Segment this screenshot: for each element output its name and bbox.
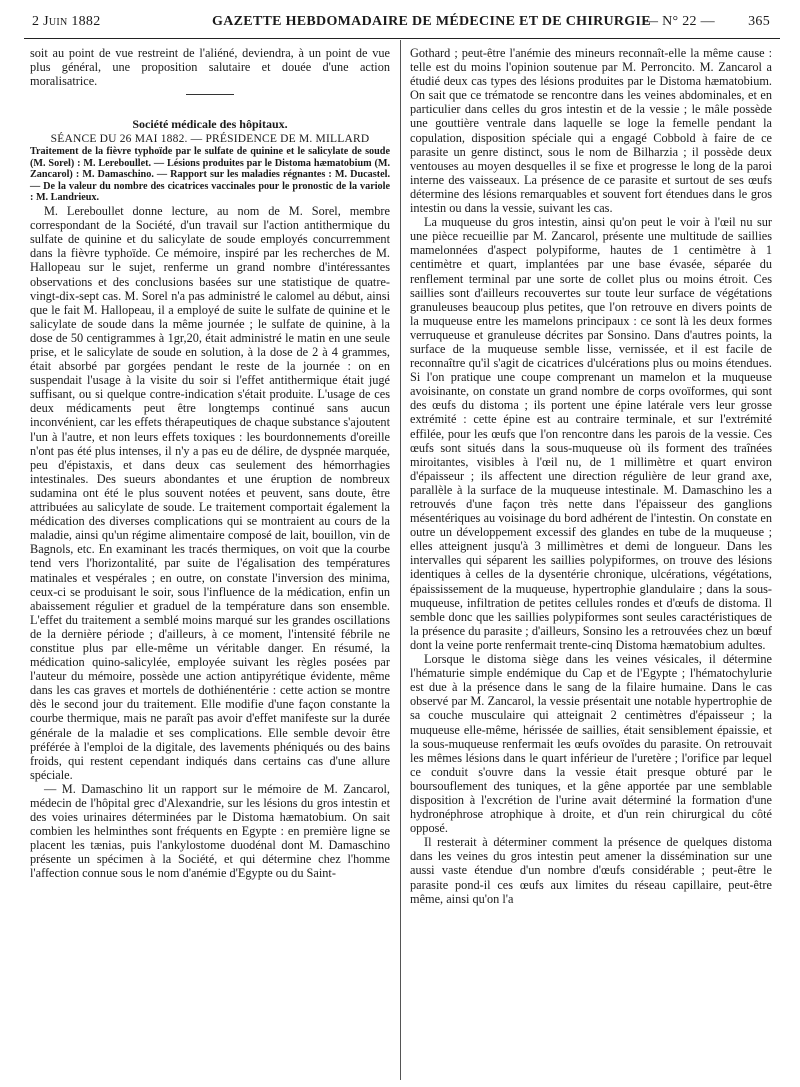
- issue-date: 2 Juin 1882: [32, 14, 101, 29]
- session-summary: Traitement de la fièvre typhoïde par le sulfate de quinine et le salicylate de soude (M. Sorel) : M. Lereboullet. — Lésions produites par le Distoma hæmatobium (M. Zancarol) : M. Damaschino. — Rapport sur les maladies régnantes : M. Ducastel. — De la valeur du nombre des cicatrices vaccinales pour le pronostic de la variole : M. Landrieux.: [30, 146, 390, 204]
- right-column: [410, 46, 772, 906]
- journal-title: GAZETTE HEBDOMADAIRE DE MÉDECINE ET DE CHIRURGIE: [212, 14, 651, 29]
- paragraph-damaschino: — M. Damaschino lit un rapport sur le mémoire de M. Zancarol, médecin de l'hôpital grec d'Alexandrie, sur les lésions du gros intestin et des voies urinaires déterminées par le Distoma hæmatobium. On sait combien les helminthes sont fréquents en Egypte : en première ligne se placent les tænias, puis l'ankylostome duodénal dont M. Damaschino présente un spécimen à la Société, et qui détermine chez l'homme l'affection connue sous le nom d'anémie d'Egypte ou du Saint-: [30, 781, 390, 881]
- issue-number: — N° 22 —: [644, 14, 715, 29]
- left-column: [30, 46, 390, 881]
- paragraph-continuation: Gothard ; peut-être l'anémie des mineurs reconnaît-elle la même cause : telle est du moins l'opinion soutenue par M. Perroncito. M. Zancarol a étudié deux cas types des lésions produites par le Distoma hæmatobium. On sait que ce trématode se rencontre dans les veines abdominales, et en particulier dans celles du gros intestin et de la vessie ; le mâle possède une gouttière ventrale dans laquelle se loge la femelle pendant la copulation, disposition spéciale qui a engagé Cobbold à faire de ce parasite un genre distinct, sous le nom de Bilharzia ; il possède deux ventouses au moyen desquelles il se fixe et progresse le long de la paroi interne des vaisseaux. La présence de ce parasite et surtout de ses œufs détermine des lésions remarquables et souvent fort étendues dans le gros intestin ou dans la vessie, suivant les cas.: [410, 46, 772, 216]
- paragraph-muqueuse: La muqueuse du gros intestin, ainsi qu'on peut le voir à l'œil nu sur une pièce recueillie par M. Zancarol, présente une multitude de saillies mamelonnées d'aspect polypiforme, hautes de 1 centimètre à 1 centimètre et quart, implantées par une base évasée, séparée du renflement terminal par une sorte de collet plus ou moins étroit. Ces saillies sont d'ailleurs recouvertes sur toute leur surface de végétations granuleuses beaucoup plus petites, que l'on retrouve en divers points de la muqueuse entre les mamelons principaux : ce sont là les deux formes verruqueuse et granuleuse décrites par Sonsino. Dans d'autres points, la surface de la muqueuse semble lisse, vernissée, et il est facile de reconnaître qu'il s'agit de cicatrices d'ulcérations plus ou moins étendues. Si l'on pratique une coupe comprenant un mamelon et la muqueuse avoisinante, on constate un grand nombre de corps ovoïformes, qui sont des œufs du distoma ; ils portent une épine latérale vers leur grosse extrémité : cette épine est au contraire terminale, et sur l'extrémité effilée, pour les œufs que l'on rencontre dans les parois de la vessie. Ces œufs sont situés dans la sous-muqueuse où ils forment des traînées miroitantes, visibles à l'œil nu, de 1 millimètre et quart environ d'épaisseur ; ils affectent une direction régulière de leur grand axe, parallèle à la surface de la muqueuse intestinale. M. Damaschino les a retrouvés d'une façon très nette dans l'épaisseur des ganglions mésentériques au voisinage du bord adhérent de l'intestin. On constate en outre un développement excessif des glandes en tube de la muqueuse ; elles atteignent jusqu'à 3 millimètres et demi de longueur. Dans les intervalles qui séparent les saillies polypiformes, on trouve des lésions identiques à celles de la dysentérie chronique, ulcérations, végétations, épaississement de la muqueuse, hypertrophie glandulaire ; dans la sous-muqueuse, infiltration de petites cellules rondes et d'œufs de distoma. Il semble donc que les saillies polypiformes sont seules caractéristiques de la présence du parasite ; d'ailleurs, Sonsino les a retrouvées chez un bœuf dont la veine porte renfermait trente-cinq Distoma hæmatobium adultes.: [410, 215, 772, 652]
- paragraph-conclusion: Il resterait à déterminer comment la présence de quelques distoma dans les veines du gros intestin peut amener la dissémination sur une aussi vaste étendue d'un nombre d'œufs considérable ; peut-être le parasite pond-il ces œufs aux limites du réseau capillaire, peut-être même, ainsi qu'on l'a: [410, 835, 772, 906]
- header-rule: [24, 38, 780, 39]
- paragraph-vessie: Lorsque le distoma siège dans les veines vésicales, il détermine l'hématurie simple endémique du Cap et de l'Egypte ; l'hématochylurie est due à la présence dans le sang de la filaire humaine. Dans le cas observé par M. Zancarol, la vessie présentait une notable hypertrophie de sa couche musculaire qui atteignait 2 centimètres d'épaisseur ; la muqueuse elle-même, hérissée de saillies, était sensiblement épaissie, et la sous-muqueuse renfermait les œufs ovoïdes du parasite. On retrouvait les mêmes lésions dans le quart inférieur de l'uretère ; l'orifice par lequel ce conduit s'ouvre dans la vessie était presque obturé par le boursouflement des tuniques, et la gêne apportée par une semblable disposition à l'excrétion de l'urine avait déterminé la formation d'une hydronéphrose atrophique à droite, et d'un rein chirurgical du côté opposé.: [410, 652, 772, 836]
- column-divider: [400, 40, 401, 1080]
- session-line: SÉANCE DU 26 MAI 1882. — PRÉSIDENCE DE M. MILLARD: [50, 132, 370, 145]
- section-rule: [186, 94, 234, 95]
- page-header: [24, 14, 776, 36]
- page-number: 365: [748, 14, 770, 29]
- paragraph-lereboullet: M. Lereboullet donne lecture, au nom de M. Sorel, membre correspondant de la Société, d'un travail sur l'action antithermique du sulfate de quinine et du salicylate de soude employés concurremment dans la fièvre typhoïde. Ce mémoire, inspiré par les recherches de M. Hallopeau sur le sujet, renferme un grand nombre d'intéressantes observations et des conclusions basées sur une statistique de quatre-vingt-dix-sept cas. M. Sorel n'a pas administré le calomel au début, ainsi que le fait M. Hallopeau, il a employé de suite le sulfate de quinine et le salicylate de soude dans la même journée ; le sulfate de quinine, à la dose de 50 centigrammes à 1gr,20, était administré le matin en une seule prise, et le salicylate de soude en solution, à la dose de 2 à 4 grammes, était absorbé par gorgées pendant le reste de la journée : on en suspendait l'usage à la visite du soir si l'effet antithermique était jugé suffisant, ou si quelque contre-indication s'était produite. L'usage de ces deux médicaments peut être longtemps continué sans aucun inconvénient, car les effets thérapeutiques de chaque substance s'ajoutent l'un à l'autre, et non leurs effets toxiques : les bourdonnements d'oreille n'ont pas été plus intenses, il n'y a pas eu de délire, de dyspnée marquée, peu d'épistaxis, et dans deux cas seulement des hémorrhagies intestinales. Des sueurs abondantes et une éruption de nombreux sudamina ont été le plus souvent notées et peuvent, sans doute, être attribuées au salicylate de soude. Le traitement comportait également la médication des diverses complications qui se montraient au cours de la maladie, ainsi qu'un régime alimentaire composé de lait, bouillon, vin de Bagnols, etc. En examinant les tracés thermiques, on voit que la courbe tend vers l'horizontalité, par suite de l'égalisation des températures matinales et vespérales ; en outre, on constate l'inversion des minima, ceux-ci se produisant le soir, sous l'influence de la médication, enfin un abaissement régulier et graduel de la température dans son ensemble. L'effet du traitement a semblé moins marqué sur les grandes oscillations de la dernière période ; d'ailleurs, à ce moment, l'intensité fébrile ne constitue plus par elle-même un véritable danger. En résumé, la médication quino-salicylée, employée suivant les règles posées par l'auteur du mémoire, possède une action antipyrétique évidente, même dans les cas graves et mortels de dothiénentérie : cette action se montre dès le second jour du traitement. Elle modifie d'une façon constante la courbe thermique, mais ne paraît pas avoir d'effet manifeste sur la durée générale de la maladie et ses complications. Elle semble devoir être préférée à l'emploi de la digitale, des lavements phéniqués ou des bains froids, qui restent cependant indiqués dans certains cas d'une allure spéciale.: [30, 204, 390, 782]
- intro-paragraph: soit au point de vue restreint de l'aliéné, deviendra, à un point de vue plus général, une proposition salutaire et douée d'une action moralisatrice.: [30, 46, 390, 89]
- section-title: Société médicale des hôpitaux.: [132, 117, 288, 132]
